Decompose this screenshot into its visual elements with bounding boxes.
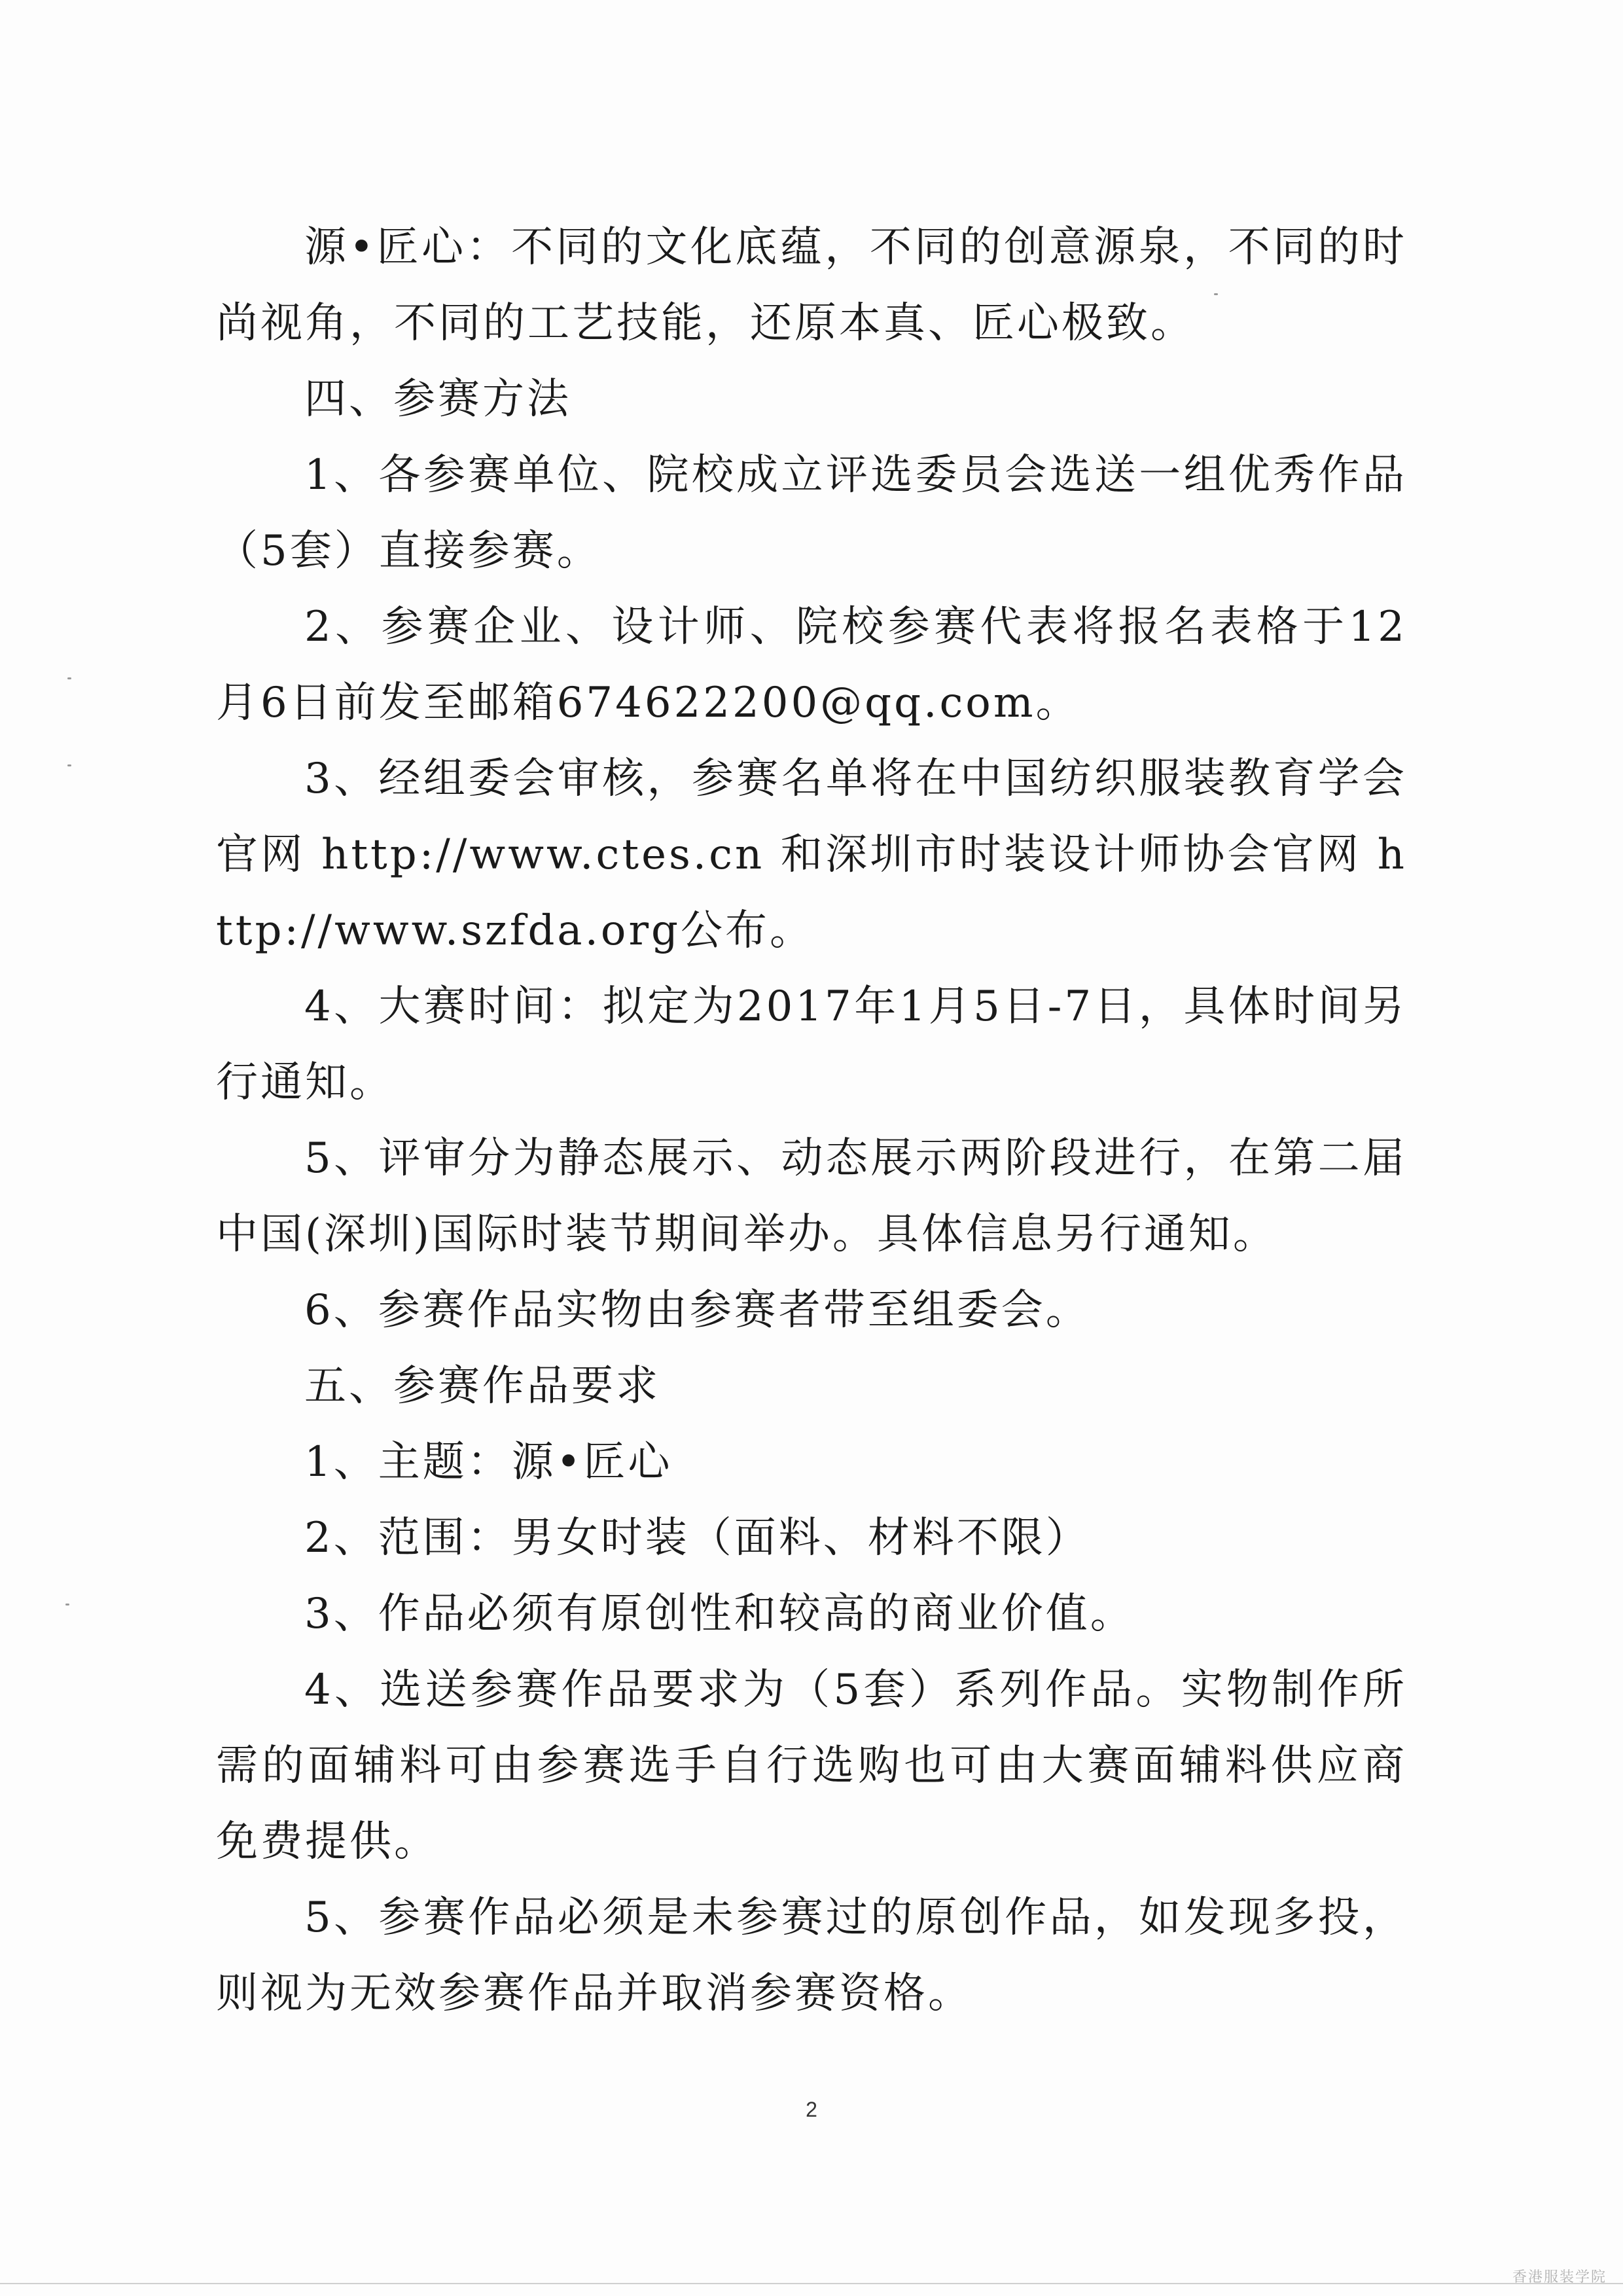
paragraph-requirement-2: 2、范围：男女时装（面料、材料不限）	[304, 1514, 1090, 1562]
paragraph-requirement-5: 5、参赛作品必须是未参赛过的原创作品，如发现多投，则视为无效参赛作品并取消参赛资格。	[216, 1893, 1407, 2018]
scan-mark	[67, 764, 71, 766]
document-body	[216, 209, 1407, 2032]
paragraph-method-3: 3、经组委会审核，参赛名单将在中国纺织服装教育学会官网 http://www.ctes.cn 和深圳市时装设计师协会官网 http://www.szfda.org公布。	[216, 755, 1407, 955]
watermark-text: 香港服装学院	[1512, 2269, 1607, 2286]
paragraph-method-5: 5、评审分为静态展示、动态展示两阶段进行，在第二届中国(深圳)国际时装节期间举办。具体信息另行通知。	[216, 1134, 1407, 1259]
paragraph-method-4: 4、大赛时间：拟定为2017年1月5日-7日，具体时间另行通知。	[216, 982, 1407, 1107]
paragraph-requirement-3: 3、作品必须有原创性和较高的商业价值。	[304, 1590, 1135, 1638]
scan-mark	[67, 677, 71, 679]
scan-mark	[1214, 293, 1218, 295]
scan-edge-line	[0, 2283, 1623, 2284]
page-number: 2	[806, 2098, 817, 2121]
paragraph-method-6: 6、参赛作品实物由参赛者带至组委会。	[304, 1286, 1090, 1335]
paragraph-theme-description: 源•匠心：不同的文化底蕴，不同的创意源泉，不同的时尚视角，不同的工艺技能，还原本真、匠心极致。	[216, 223, 1407, 348]
scan-mark	[65, 1604, 69, 1605]
section-heading-participation-method: 四、参赛方法	[304, 375, 571, 423]
section-heading-entry-requirements: 五、参赛作品要求	[304, 1362, 660, 1410]
paragraph-requirement-1: 1、主题：源•匠心	[304, 1438, 673, 1486]
paragraph-method-1: 1、各参赛单位、院校成立评选委员会选送一组优秀作品（5套）直接参赛。	[216, 451, 1407, 575]
paragraph-method-2: 2、参赛企业、设计师、院校参赛代表将报名表格于12月6日前发至邮箱674622200@qq.com。	[216, 603, 1407, 727]
paragraph-requirement-4: 4、选送参赛作品要求为（5套）系列作品。实物制作所需的面辅料可由参赛选手自行选购也可由大赛面辅料供应商免费提供。	[216, 1666, 1407, 1866]
